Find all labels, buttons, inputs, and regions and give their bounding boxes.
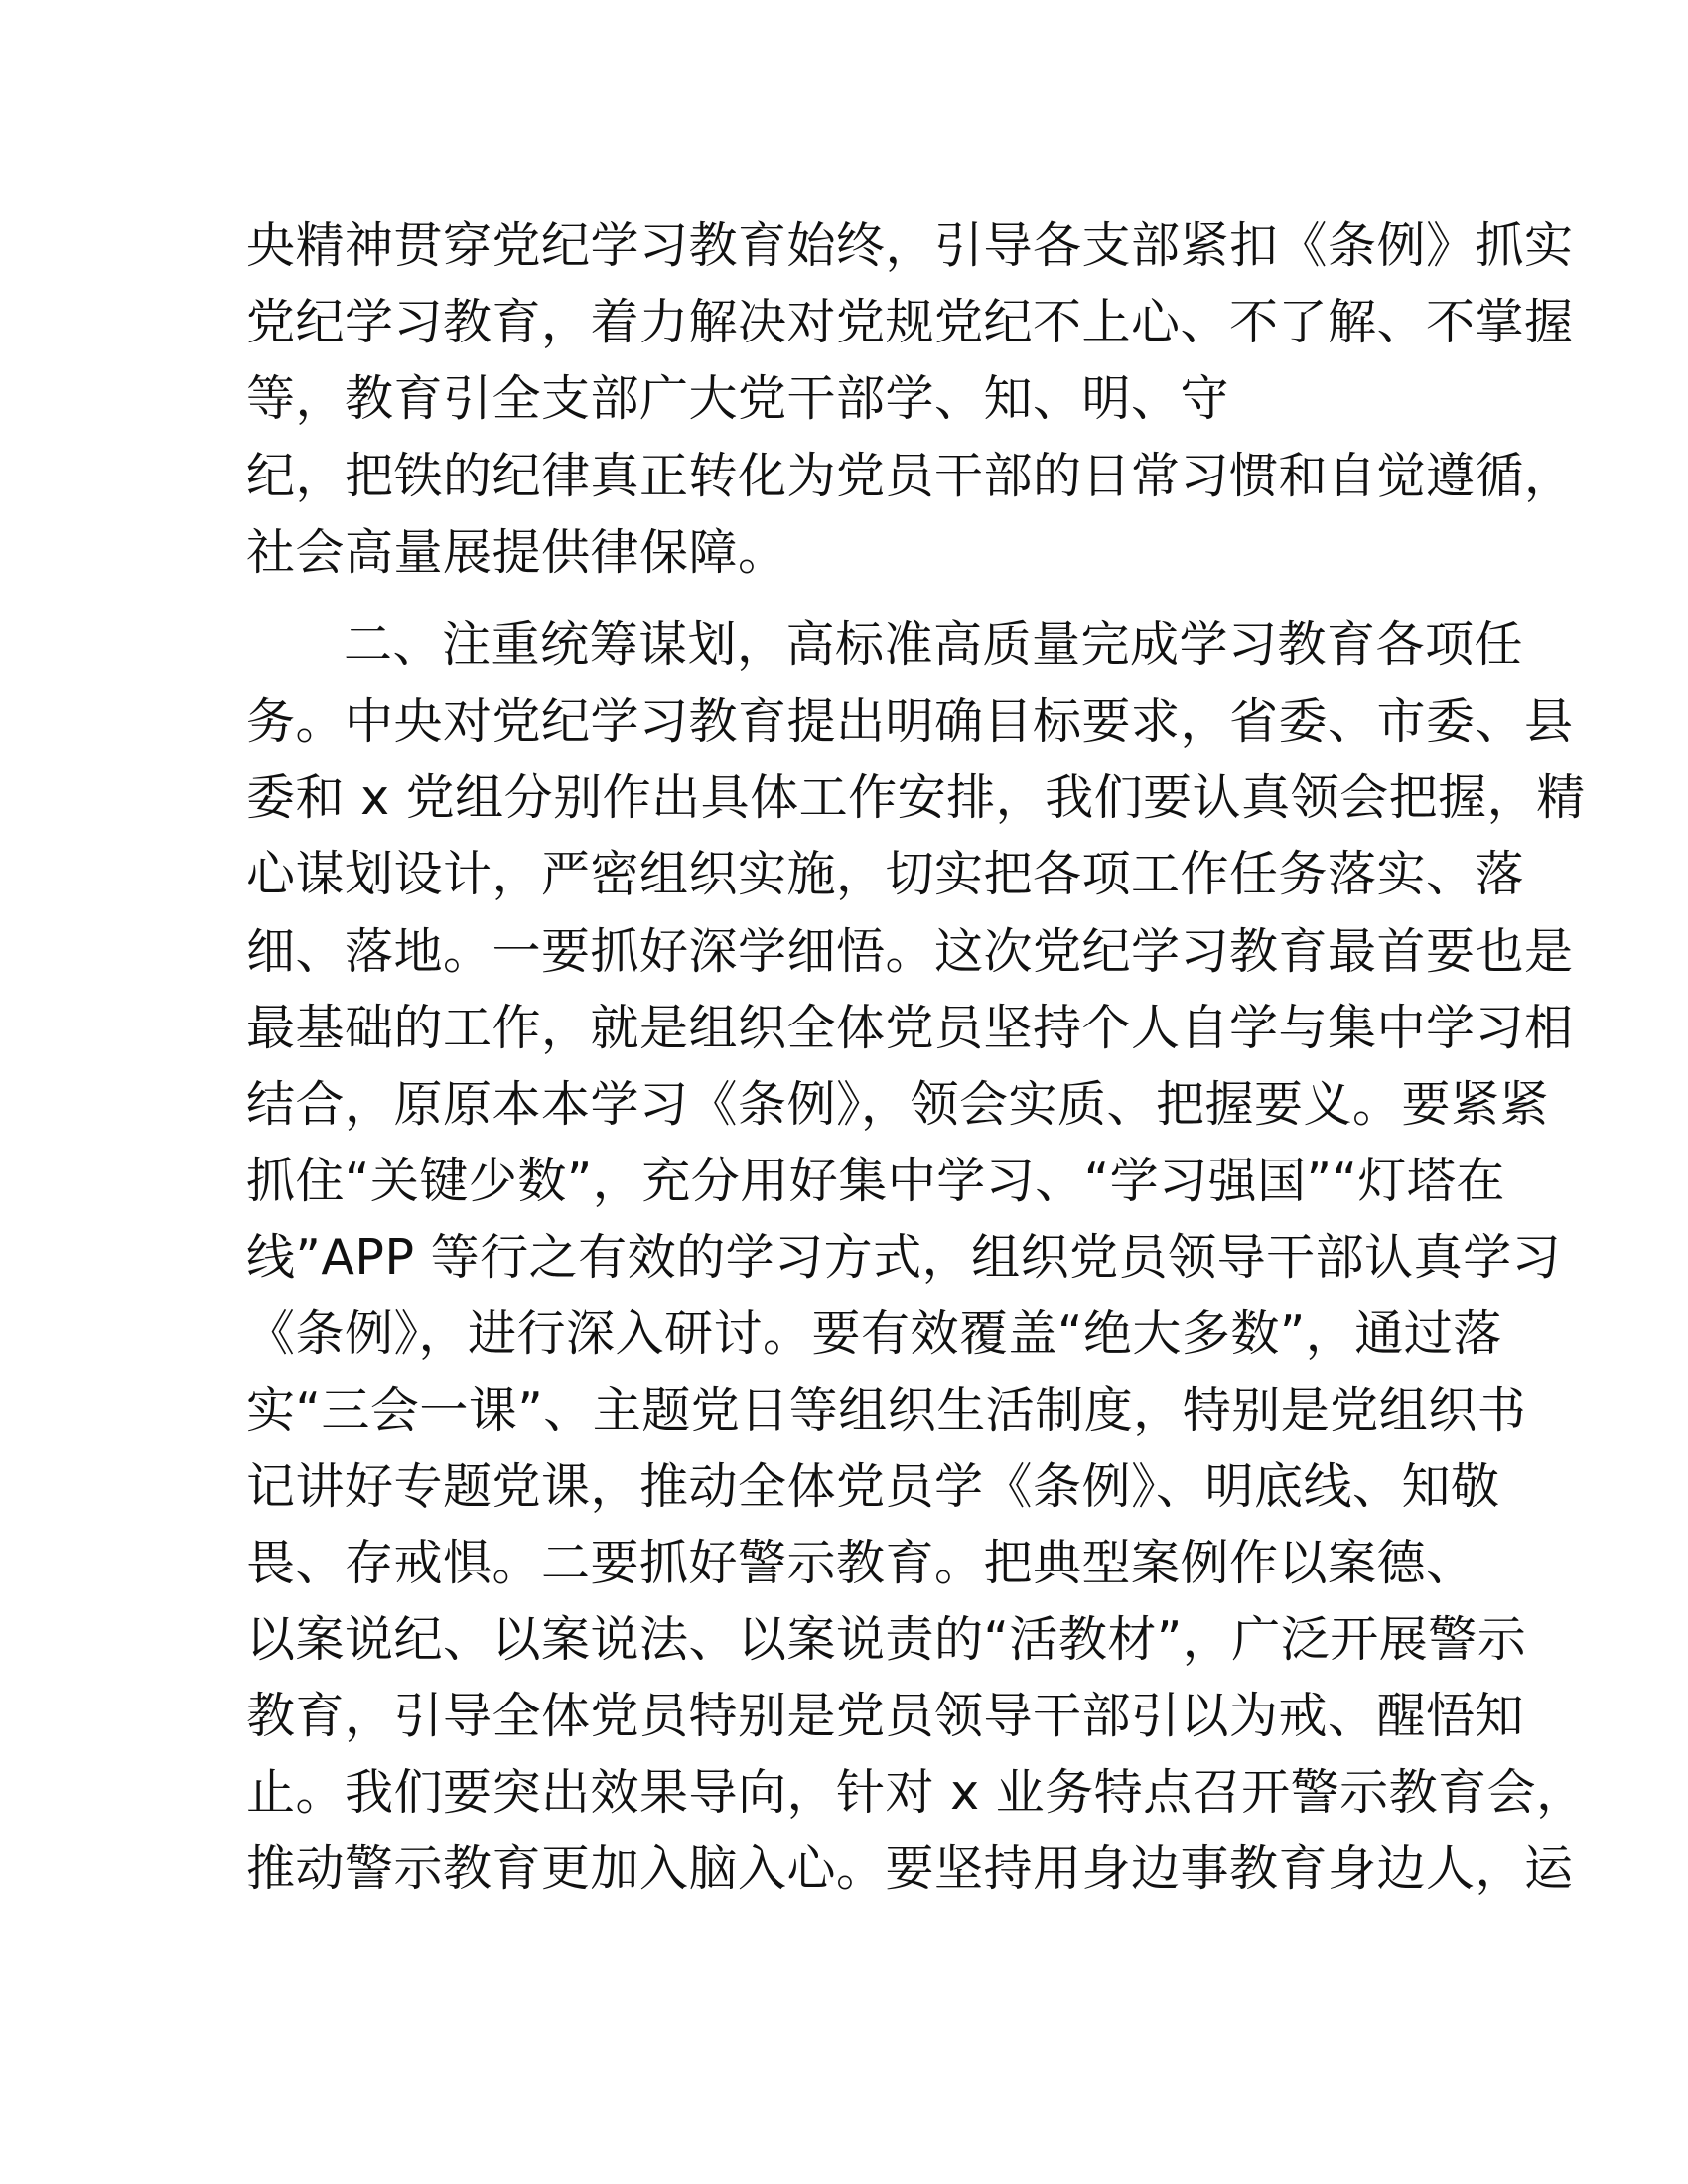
text-line: 《条例》，进行深入研讨。要有效覆盖“绝大多数”，通过落 — [246, 1305, 1502, 1362]
text-line: 社会高量展提供律保障。 — [246, 524, 787, 581]
text-line: 记讲好专题党课，推动全体党员学《条例》、明底线、知敬 — [246, 1458, 1500, 1515]
section-heading-line: 二、注重统筹谋划，高标准高质量完成学习教育各项任 — [344, 616, 1524, 673]
text-line: 线”APP 等行之有效的学习方式，组织党员领导干部认真学习 — [246, 1229, 1562, 1286]
text-line: 抓住“关键少数”，充分用好集中学习、“学习强国”“灯塔在 — [246, 1153, 1505, 1209]
text-line: 党纪学习教育，着力解决对党规党纪不上心、不了解、不掌握 — [246, 294, 1574, 350]
text-line: 实“三会一课”、主题党日等组织生活制度，特别是党组织书 — [246, 1382, 1527, 1438]
text-line: 结合，原原本本学习《条例》，领会实质、把握要义。要紧紧 — [246, 1076, 1550, 1133]
text-line: 畏、存戒惧。二要抓好警示教育。把典型案例作以案德、 — [246, 1535, 1476, 1591]
text-line: 止。我们要突出效果导向，针对 x 业务特点召开警示教育会， — [246, 1764, 1586, 1821]
text-line: 委和 x 党组分别作出具体工作安排，我们要认真领会把握，精 — [246, 769, 1586, 826]
text-line: 务。中央对党纪学习教育提出明确目标要求，省委、市委、县 — [246, 693, 1574, 750]
text-line: 细、落地。一要抓好深学细悟。这次党纪学习教育最首要也是 — [246, 923, 1574, 980]
text-line: 以案说纪、以案说法、以案说责的“活教材”，广泛开展警示 — [246, 1611, 1527, 1668]
text-line: 心谋划设计，严密组织实施，切实把各项工作任务落实、落 — [246, 846, 1525, 902]
text-line: 纪，把铁的纪律真正转化为党员干部的日常习惯和自觉遵循， — [246, 448, 1574, 504]
text-line: 教育，引导全体党员特别是党员领导干部引以为戒、醒悟知 — [246, 1688, 1525, 1744]
text-line: 等，教育引全支部广大党干部学、知、明、守 — [246, 370, 1230, 427]
text-line: 央精神贯穿党纪学习教育始终，引导各支部紧扣《条例》抓实 — [246, 217, 1574, 274]
text-line: 最基础的工作，就是组织全体党员坚持个人自学与集中学习相 — [246, 1000, 1574, 1056]
text-line: 推动警示教育更加入脑入心。要坚持用身边事教育身边人，运 — [246, 1841, 1574, 1897]
